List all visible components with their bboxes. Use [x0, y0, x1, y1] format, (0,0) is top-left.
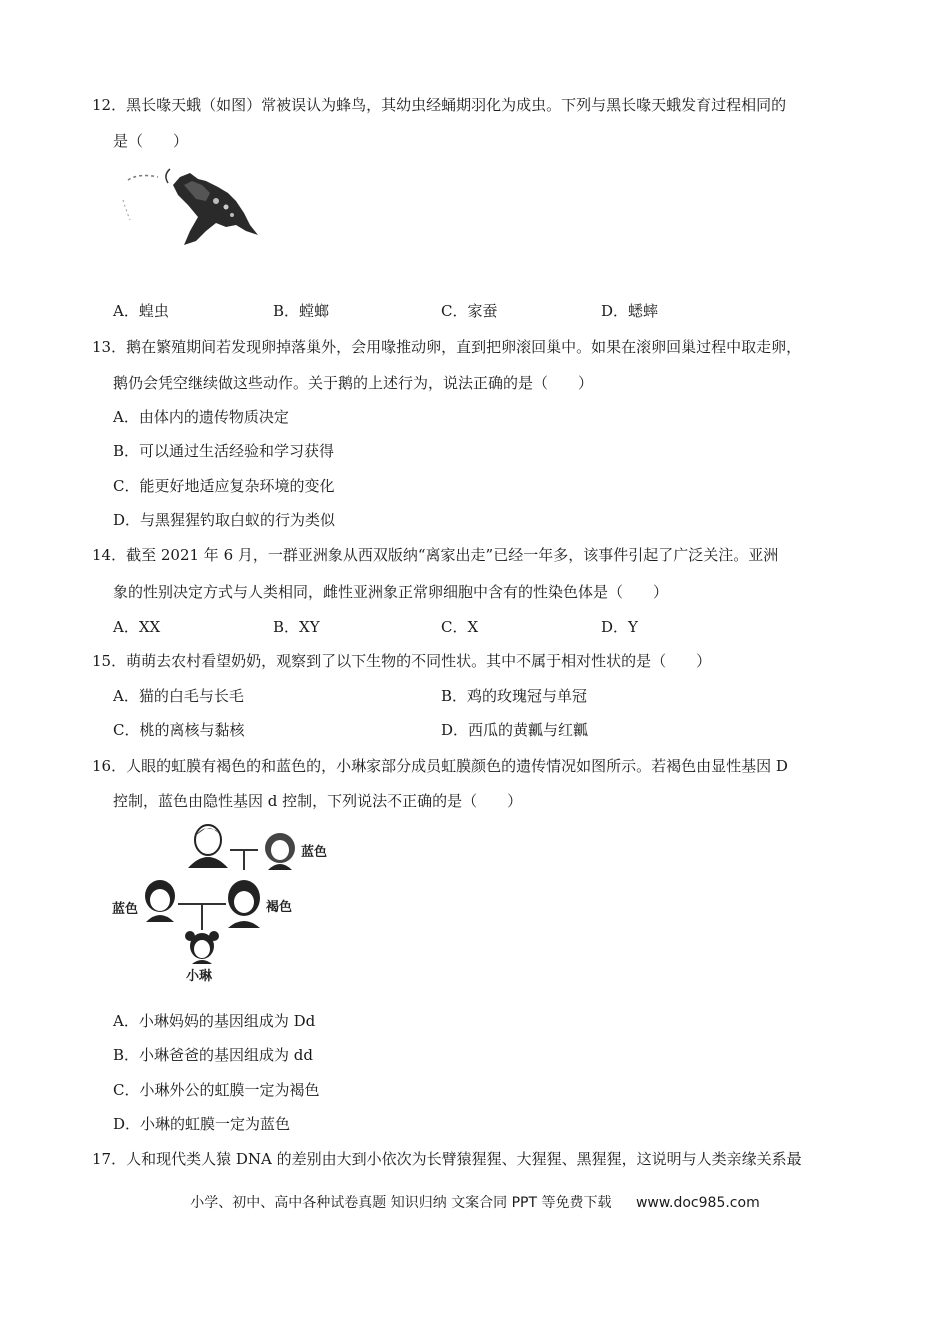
child-name-label: 小琳 — [186, 969, 213, 984]
q12-option-d: D．蟋蟀 — [601, 302, 659, 320]
q14-stem-line2: 象的性别决定方式与人类相同，雌性亚洲象正常卵细胞中含有的性染色体是（ ） — [113, 583, 669, 601]
q15-option-a: A．猫的白毛与长毛 — [113, 687, 244, 705]
grandmother-portrait-icon — [265, 833, 295, 870]
q16-option-b: B．小琳爸爸的基因组成为 dd — [113, 1046, 313, 1064]
grandfather-portrait-icon — [188, 825, 228, 868]
q15-stem-line1: 15．萌萌去农村看望奶奶，观察到了以下生物的不同性状。其中不属于相对性状的是（ ） — [92, 652, 712, 670]
mother-color-label: 褐色 — [266, 900, 293, 915]
pedigree-figure — [108, 818, 348, 988]
q14-option-c: C．X — [441, 618, 479, 636]
footer-text: 小学、初中、高中各种试卷真题 知识归纳 文案合同 PPT 等免费下载 — [190, 1195, 612, 1211]
q15-option-c: C．桃的离核与黏核 — [113, 721, 245, 739]
footer-link[interactable]: www.doc985.com — [635, 1195, 760, 1211]
q16-option-a: A．小琳妈妈的基因组成为 Dd — [113, 1012, 316, 1030]
q12-option-c: C．家蚕 — [441, 302, 498, 320]
q16-option-d: D．小琳的虹膜一定为蓝色 — [113, 1115, 291, 1133]
q13-option-b: B．可以通过生活经验和学习获得 — [113, 442, 335, 460]
hawk-moth-photo-icon — [118, 165, 278, 250]
q13-option-a: A．由体内的遗传物质决定 — [113, 408, 289, 426]
q12-option-b: B．螳螂 — [273, 302, 330, 320]
hawk-moth-figure — [118, 165, 278, 250]
father-portrait-icon — [145, 880, 175, 922]
q13-option-c: C．能更好地适应复杂环境的变化 — [113, 477, 335, 495]
q14-option-d: D．Y — [601, 618, 638, 636]
q16-stem-line2: 控制，蓝色由隐性基因 d 控制，下列说法不正确的是（ ） — [113, 792, 523, 810]
q13-stem-line2: 鹅仍会凭空继续做这些动作。关于鹅的上述行为，说法正确的是（ ） — [113, 374, 594, 392]
child-portrait-icon — [185, 931, 219, 964]
q16-stem-line1: 16．人眼的虹膜有褐色的和蓝色的，小琳家部分成员虹膜颜色的遗传情况如图所示。若褐色由显性基因 D — [92, 757, 788, 775]
q16-option-c: C．小琳外公的虹膜一定为褐色 — [113, 1081, 320, 1099]
q12-stem-line1: 12．黑长喙天蛾（如图）常被误认为蜂鸟，其幼虫经蛹期羽化为成虫。下列与黑长喙天蛾发育过程相同的 — [92, 96, 787, 114]
grandmother-color-label: 蓝色 — [301, 845, 328, 860]
q14-stem-line1: 14．截至 2021 年 6 月，一群亚洲象从西双版纳“离家出走”已经一年多，该事件引起了广泛关注。亚洲 — [92, 546, 779, 564]
q12-option-a: A．蝗虫 — [113, 302, 169, 320]
q17-stem-line1: 17．人和现代类人猿 DNA 的差别由大到小依次为长臂猿猩猩、大猩猩、黑猩猩，这说明与人类亲缘关系最 — [92, 1150, 802, 1168]
q15-option-b: B．鸡的玫瑰冠与单冠 — [441, 687, 588, 705]
q13-stem-line1: 13．鹅在繁殖期间若发现卵掉落巢外，会用喙推动卵，直到把卵滚回巢中。如果在滚卵回巢过程中取走卵， — [92, 338, 802, 356]
page-footer — [0, 1192, 950, 1212]
q14-option-a: A．XX — [113, 618, 161, 636]
mother-portrait-icon — [228, 880, 260, 928]
q13-option-d: D．与黑猩猩钓取白蚁的行为类似 — [113, 511, 336, 529]
q14-option-b: B．XY — [273, 618, 320, 636]
q12-stem-line2: 是（ ） — [113, 132, 189, 150]
q15-option-d: D．西瓜的黄瓤与红瓤 — [441, 721, 589, 739]
father-color-label: 蓝色 — [112, 902, 139, 917]
